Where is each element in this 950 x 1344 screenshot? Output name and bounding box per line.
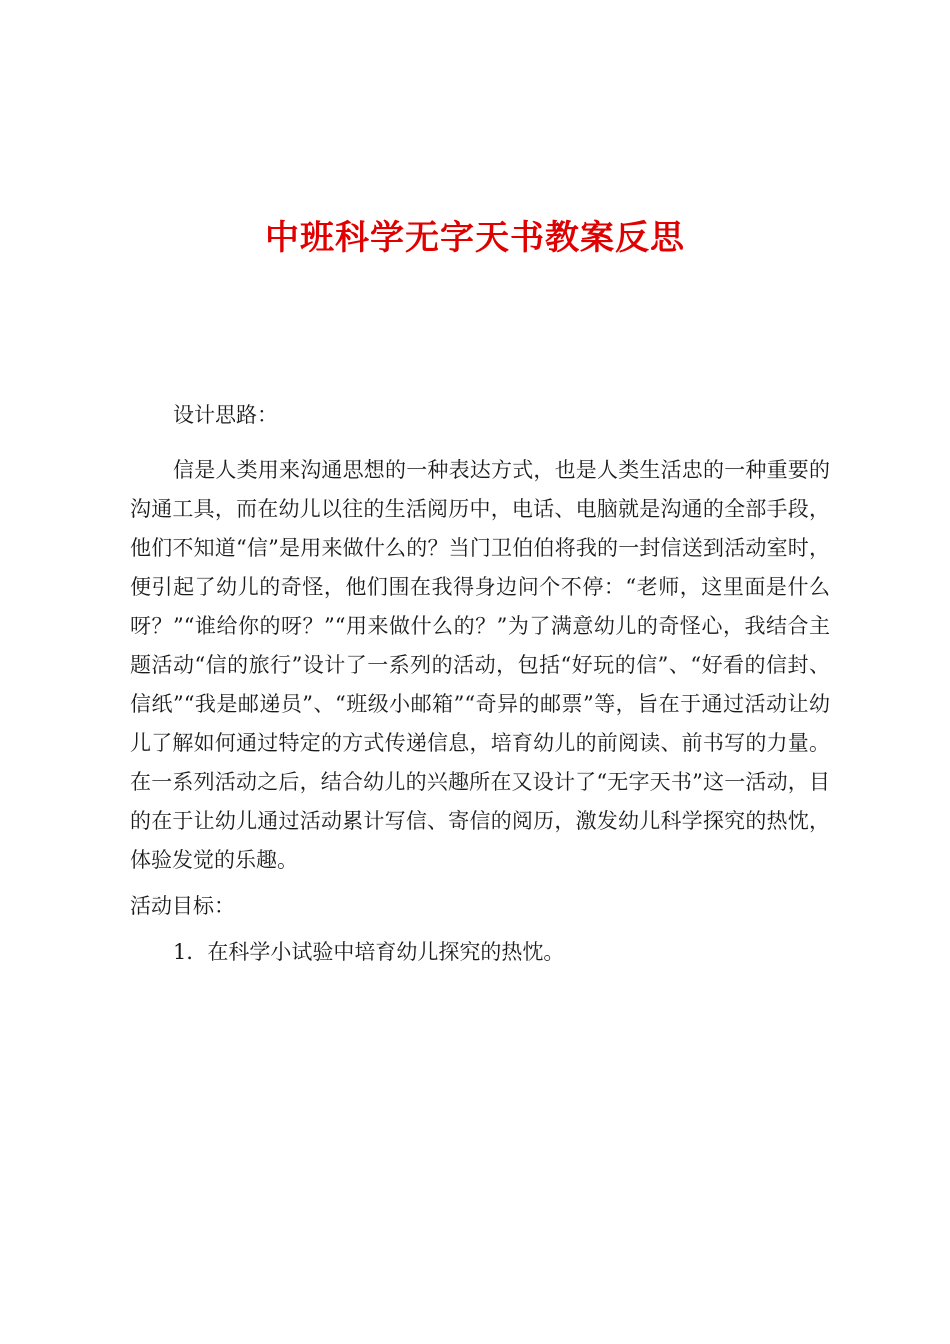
- document-title: 中班科学无字天书教案反思: [265, 218, 685, 258]
- goals-heading: 活动目标：: [130, 894, 235, 918]
- document-body: [130, 396, 830, 972]
- goal-item-1: 1．在科学小试验中培育幼儿探究的热忱。: [173, 940, 565, 964]
- design-paragraph: 信是人类用来沟通思想的一种表达方式，也是人类生活忠的一种重要的沟通工具，而在幼儿以往的生活阅历中，电话、电脑就是沟通的全部手段，他们不知道“信”是用来做什么的？当门卫伯伯将我的一封信送到活动室时，便引起了幼儿的奇怪，他们围在我得身边问个不停：“老师，这里面是什么呀？”“谁给你的呀？”“用来做什么的？”为了满意幼儿的奇怪心，我结合主题活动“信的旅行”设计了一系列的活动，包括“好玩的信”、“好看的信封、信纸”“我是邮递员”、“班级小邮箱”“奇异的邮票”等，旨在于通过活动让幼儿了解如何通过特定的方式传递信息，培育幼儿的前阅读、前书写的力量。在一系列活动之后，结合幼儿的兴趣所在又设计了“无字天书”这一活动，目的在于让幼儿通过活动累计写信、寄信的阅历，激发幼儿科学探究的热忱，体验发觉的乐趣。: [130, 458, 830, 872]
- design-heading: 设计思路：: [173, 403, 278, 427]
